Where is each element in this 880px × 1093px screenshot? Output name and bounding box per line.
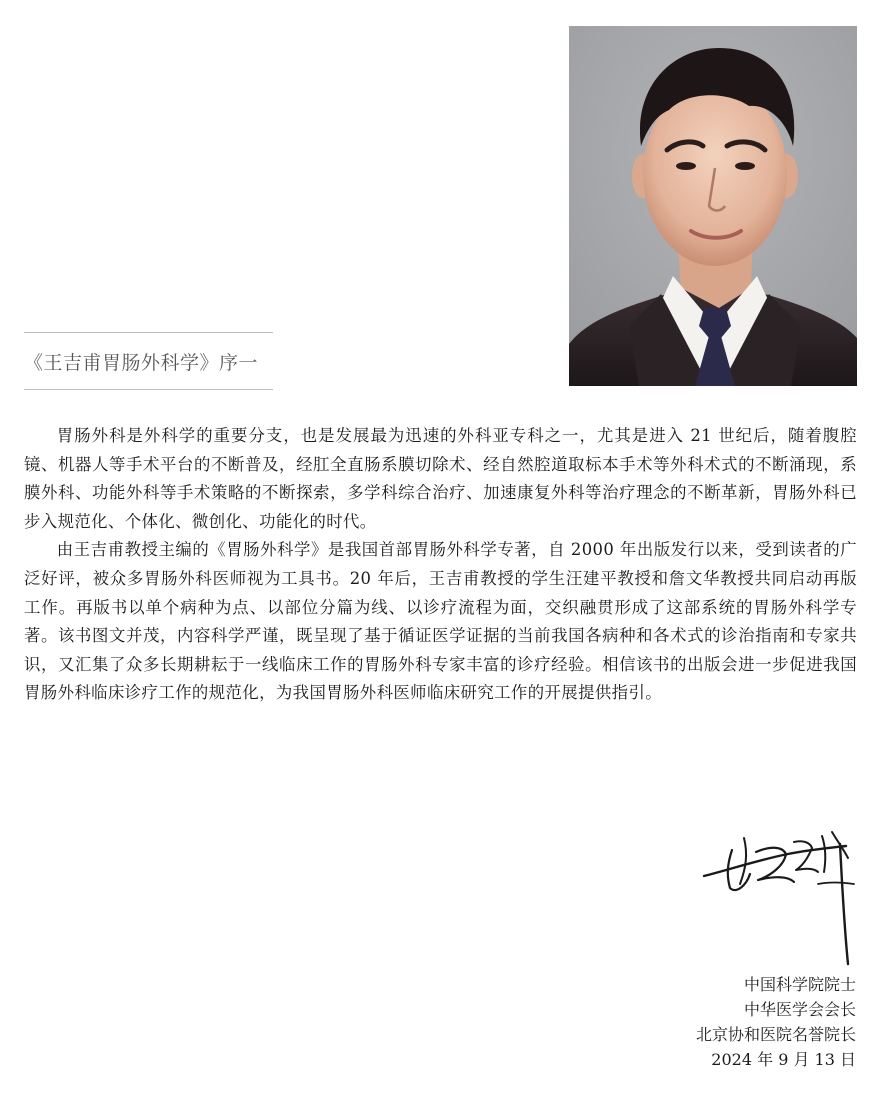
section-heading-block bbox=[24, 332, 273, 390]
paragraph-2: 由王吉甫教授主编的《胃肠外科学》是我国首部胃肠外科学专著，自 2000 年出版发行以来，受到读者的广泛好评，被众多胃肠外科医师视为工具书。20 年后，王吉甫教授的学生汪建平教授和詹文华教授共同启动再版工作。再版书以单个病种为点、以部位分篇为线、以诊疗流程为面，交织融贯形成了这部系统的胃肠外科学专著。该书图文并茂，内容科学严谨，既呈现了基于循证医学证据的当前我国各病种和各术式的诊治指南和专家共识，又汇集了众多长期耕耘于一线临床工作的胃肠外科专家丰富的诊疗经验。相信该书的出版会进一步促进我国胃肠外科临床诊疗工作的规范化，为我国胃肠外科医师临床研究工作的开展提供指引。 bbox=[24, 540, 857, 703]
heading-bottom-rule bbox=[24, 389, 273, 390]
author-portrait-photo bbox=[569, 26, 857, 386]
signer-title-president: 中华医学会会长 bbox=[743, 1000, 856, 1019]
section-heading: 《王吉甫胃肠外科学》序一 bbox=[24, 352, 259, 374]
signer-block bbox=[696, 972, 856, 1072]
signer-date: 2024 年 9 月 13 日 bbox=[711, 1050, 856, 1069]
paragraph-1: 胃肠外科是外科学的重要分支，也是发展最为迅速的外科亚专科之一，尤其是进入 21 世纪后，随着腹腔镜、机器人等手术平台的不断普及，经肛全直肠系膜切除术、经自然腔道取标本手术等外科术式的不断涌现，系膜外科、功能外科等手术策略的不断探索，多学科综合治疗、加速康复外科等治疗理念的不断革新，胃肠外科已步入规范化、个体化、微创化、功能化的时代。 bbox=[24, 426, 857, 531]
signature-drawing bbox=[698, 824, 863, 974]
handwritten-signature bbox=[698, 824, 863, 974]
signer-title-academician: 中国科学院院士 bbox=[743, 975, 856, 994]
preface-body bbox=[24, 422, 857, 708]
signer-title-honorary-president: 北京协和医院名誉院长 bbox=[695, 1025, 856, 1044]
portrait-illustration bbox=[569, 26, 857, 386]
